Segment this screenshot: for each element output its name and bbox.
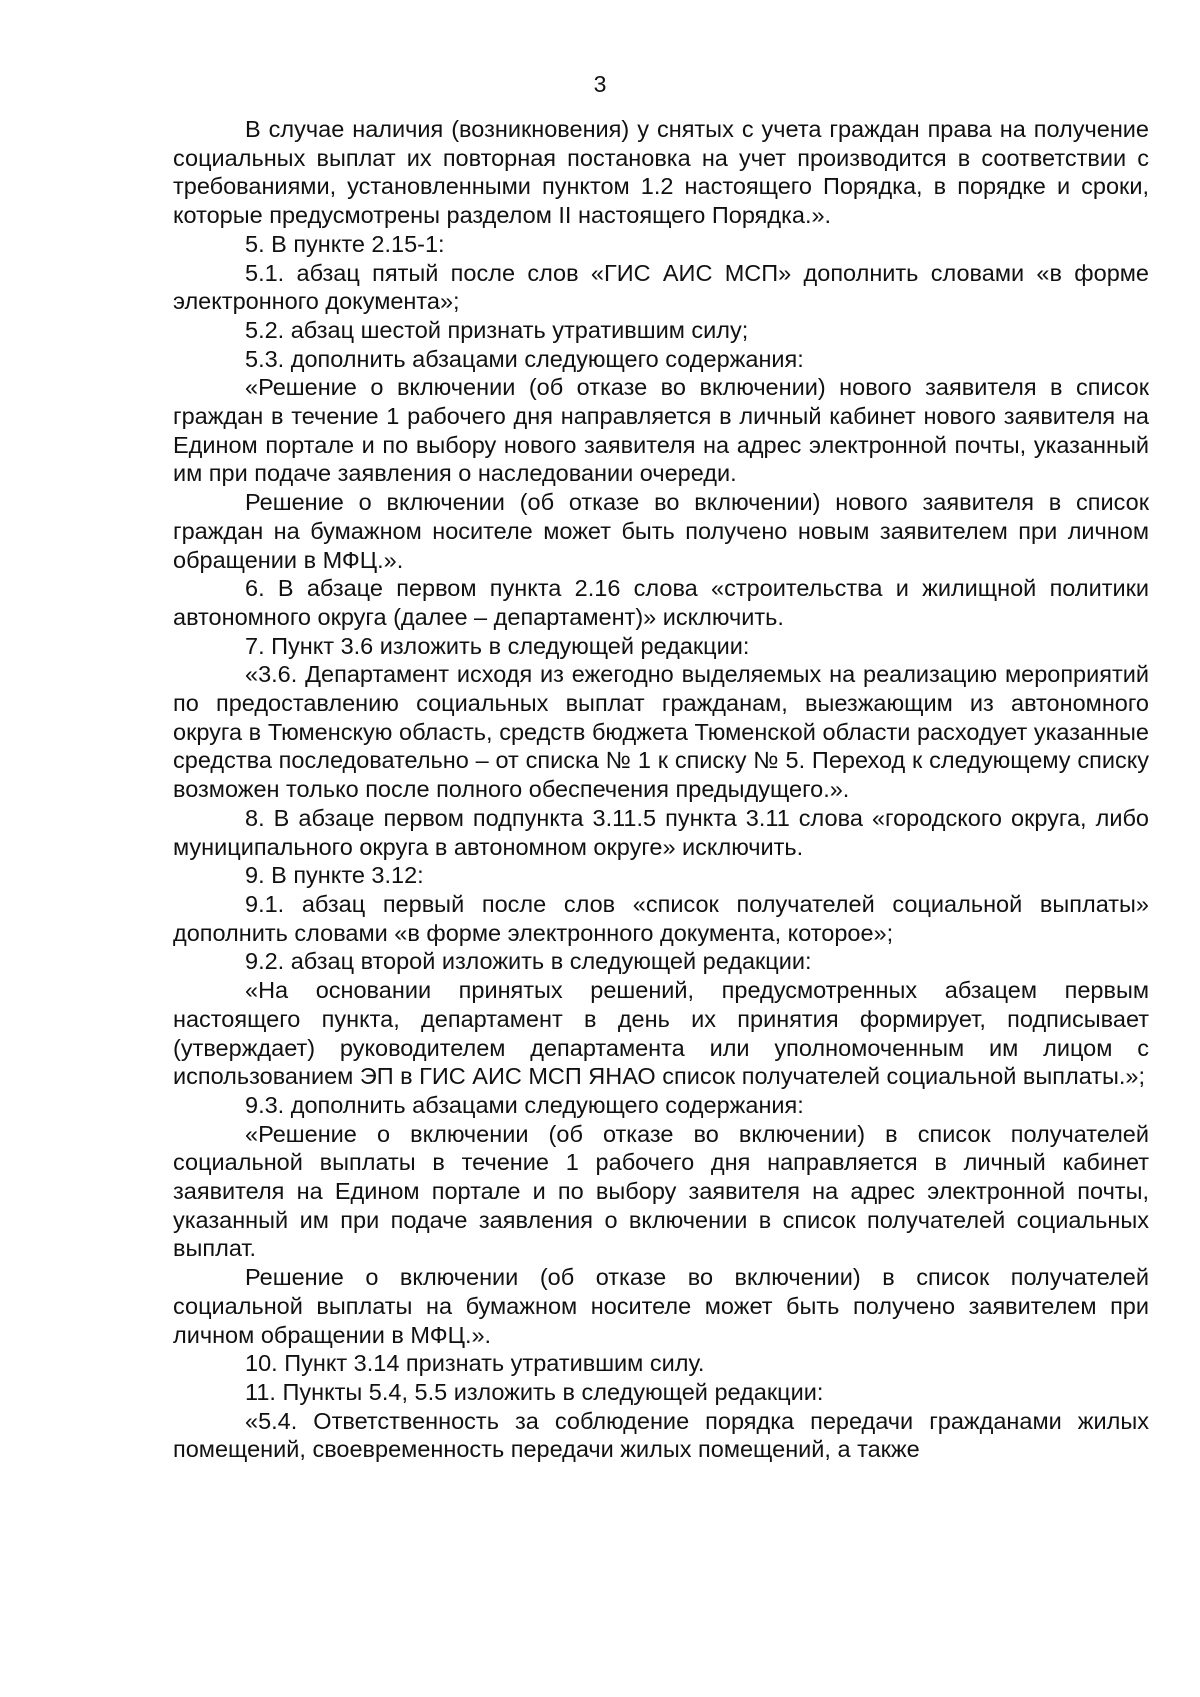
paragraph: 6. В абзаце первом пункта 2.16 слова «строительства и жилищной политики автономного округа (далее – департамент)» исключить.	[173, 575, 1149, 630]
paragraph: 5. В пункте 2.15-1:	[245, 230, 445, 257]
paragraph: 10. Пункт 3.14 признать утратившим силу.	[245, 1350, 705, 1377]
paragraph: 8. В абзаце первом подпункта 3.11.5 пункта 3.11 слова «городского округа, либо муниципального округа в автономном округе» исключить.	[173, 804, 1149, 860]
paragraph: 9.2. абзац второй изложить в следующей редакции:	[245, 948, 812, 975]
paragraph: «На основании принятых решений, предусмотренных абзацем первым настоящего пункта, департамент в день их принятия формирует, подписывает (утверждает) руководителем департамента или уполномоченным им лицом с использованием ЭП в ГИС АИС МСП ЯНАО список получателей социальной выплаты.»;	[173, 977, 1149, 1090]
paragraph: В случае наличия (возникновения) у снятых с учета граждан права на получение социальных выплат их повторная постановка на учет производится в соответствии с требованиями, установленными пунктом 1.2 настоящего Порядка, в порядке и сроки, которые предусмотрены разделом II настоящего Порядка.».	[173, 116, 1149, 229]
paragraph: 7. Пункт 3.6 изложить в следующей редакции:	[245, 632, 750, 659]
page-number: 3	[593, 71, 607, 97]
paragraph: Решение о включении (об отказе во включении) нового заявителя в список граждан на бумажном носителе может быть получено новым заявителем при личном обращении в МФЦ.».	[173, 489, 1149, 573]
document-body	[173, 115, 1149, 1464]
paragraph: Решение о включении (об отказе во включении) в список получателей социальной выплаты на бумажном носителе может быть получено заявителем при личном обращении в МФЦ.».	[173, 1264, 1149, 1348]
paragraph: «5.4. Ответственность за соблюдение порядка передачи гражданами жилых помещений, своевременность передачи жилых помещений, а также	[173, 1407, 1149, 1463]
paragraph: 5.2. абзац шестой признать утратившим силу;	[245, 316, 749, 343]
paragraph: 5.1. абзац пятый после слов «ГИС АИС МСП» дополнить словами «в форме электронного документа»;	[173, 259, 1149, 315]
paragraph: 5.3. дополнить абзацами следующего содержания:	[245, 345, 804, 372]
paragraph: «3.6. Департамент исходя из ежегодно выделяемых на реализацию мероприятий по предоставлению социальных выплат гражданам, выезжающим из автономного округа в Тюменскую область, средств бюджета Тюменской области расходует указанные средства последовательно – от списка № 1 к списку № 5. Переход к следующему списку возможен только после полного обеспечения предыдущего.».	[173, 661, 1149, 803]
paragraph: «Решение о включении (об отказе во включении) нового заявителя в список граждан в течение 1 рабочего дня направляется в личный кабинет нового заявителя на Едином портале и по выбору нового заявителя на адрес электронной почты, указанный им при подаче заявления о наследовании очереди.	[173, 374, 1149, 487]
paragraph: 9. В пункте 3.12:	[245, 862, 424, 889]
paragraph: 9.3. дополнить абзацами следующего содержания:	[245, 1091, 804, 1118]
paragraph: 11. Пункты 5.4, 5.5 изложить в следующей редакции:	[245, 1378, 824, 1405]
paragraph: «Решение о включении (об отказе во включении) в список получателей социальной выплаты в течение 1 рабочего дня направляется в личный кабинет заявителя на Едином портале и по выбору заявителя на адрес электронной почты, указанный им при подаче заявления о включении в список получателей социальных выплат.	[173, 1120, 1149, 1262]
paragraph: 9.1. абзац первый после слов «список получателей социальной выплаты» дополнить словами «в форме электронного документа, которое»;	[173, 890, 1149, 946]
